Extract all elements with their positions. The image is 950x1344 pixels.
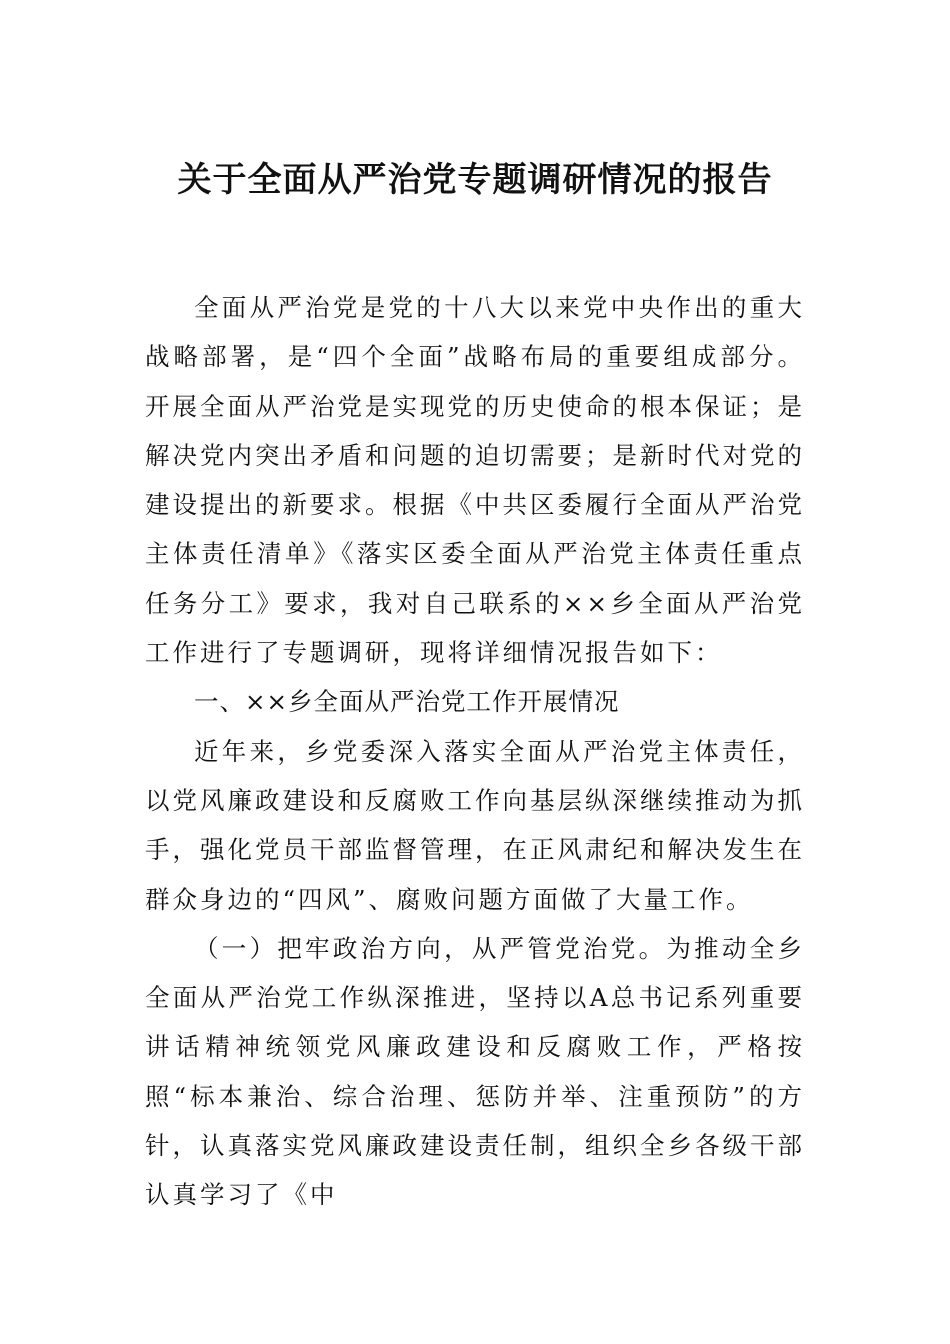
document-title: 关于全面从严治党专题调研情况的报告 — [177, 160, 773, 200]
intro-paragraph: 全面从严治党是党的十八大以来党中央作出的重大战略部署，是“四个全面”战略布局的重要组成部分。开展全面从严治党是实现党的历史使命的根本保证；是解决党内突出矛盾和问题的迫切需要；是新时代对党的建设提出的新要求。根据《中共区委履行全面从严治党主体责任清单》《落实区委全面从严治党主体责任重点任务分工》要求，我对自己联系的××乡全面从严治党工作进行了专题调研，现将详细情况报告如下： — [145, 293, 805, 668]
overview-paragraph: 近年来，乡党委深入落实全面从严治党主体责任，以党风廉政建设和反腐败工作向基层纵深继续推动为抓手，强化党员干部监督管理，在正风肃纪和解决发生在群众身边的“四风”、腐败问题方面做了大量工作。 — [145, 736, 805, 914]
section-heading: 一、××乡全面从严治党工作开展情况 — [194, 687, 620, 717]
subsection-paragraph: （一）把牢政治方向，从严管党治党。为推动全乡全面从严治党工作纵深推进，坚持以A总书记系列重要讲话精神统领党风廉政建设和反腐败工作，严格按照“标本兼治、综合治理、惩防并举、注重预防”的方针，认真落实党风廉政建设责任制，组织全乡各级干部认真学习了《中 — [145, 933, 805, 1210]
document-body — [145, 283, 805, 1220]
